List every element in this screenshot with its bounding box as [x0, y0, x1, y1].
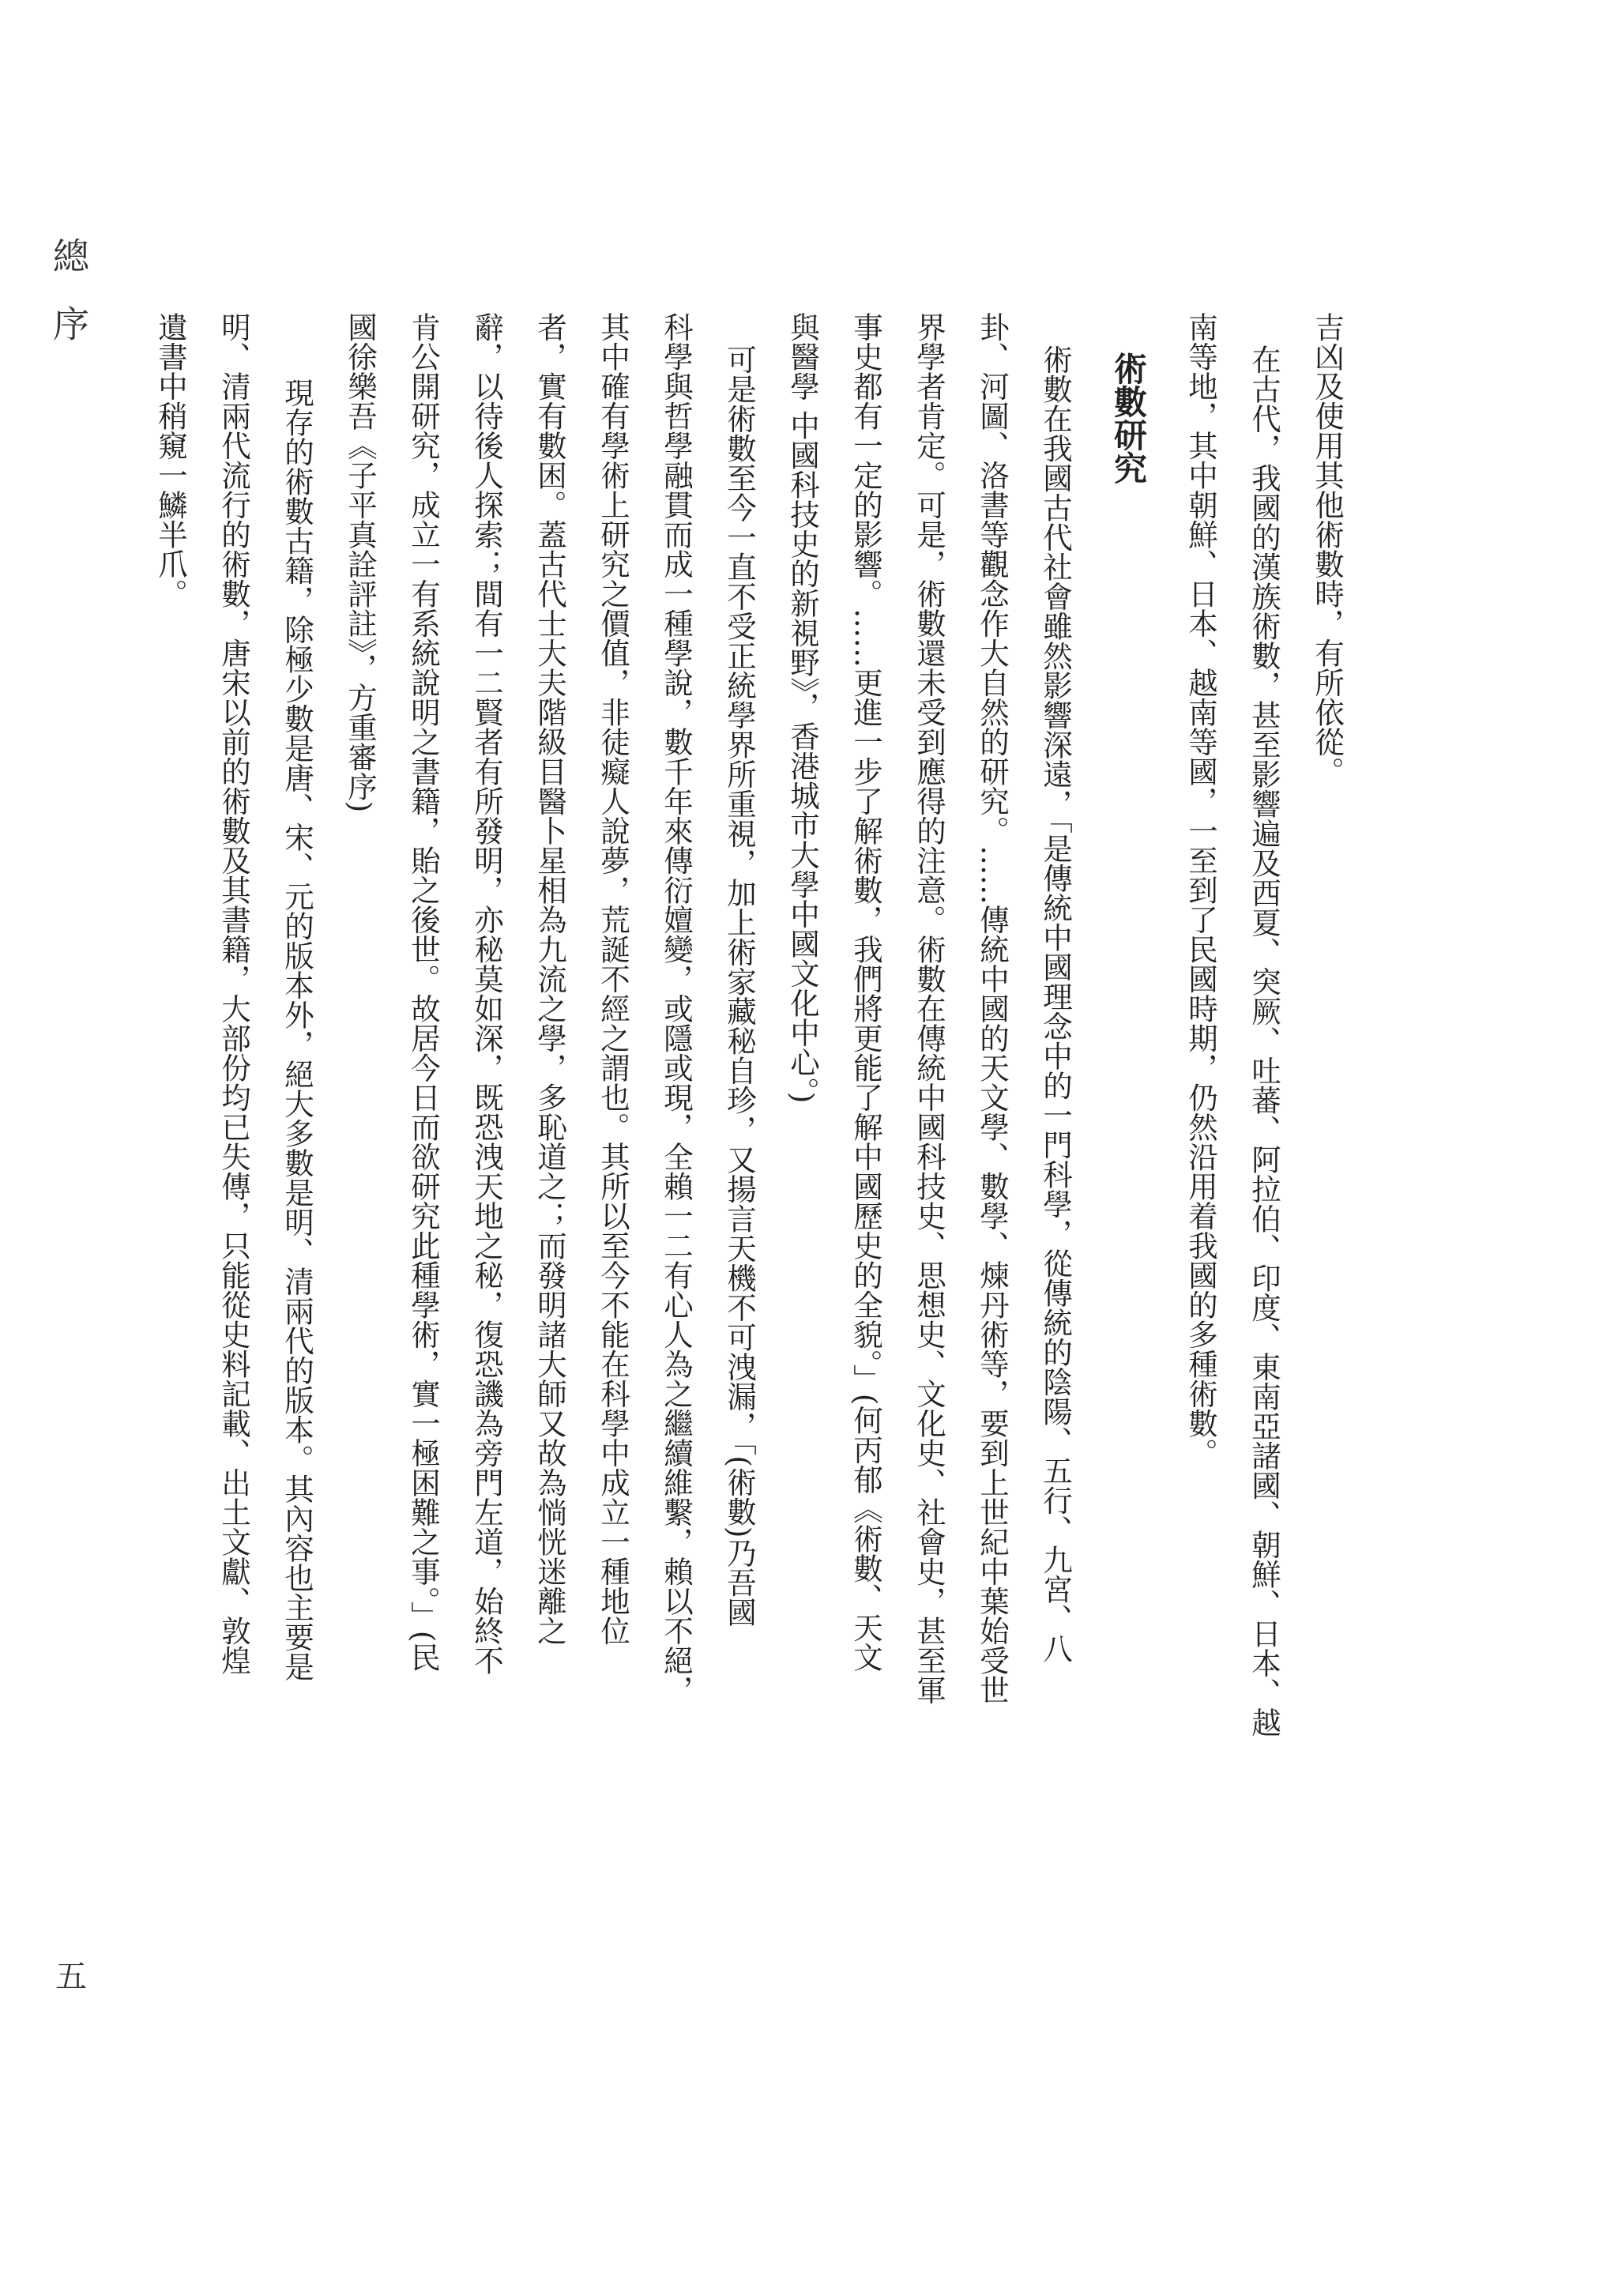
text-column: 辭，以待後人探索；間有一二賢者有所發明，亦秘莫如深，既恐洩天地之秘，復恐譏為旁門左道，始終不 — [469, 312, 504, 1675]
text-column: 其中確有學術上研究之價值，非徒癡人說夢，荒誕不經之謂也。其所以至今不能在科學中成立一種地位 — [596, 312, 630, 1646]
text-column: 南等地，其中朝鮮、日本、越南等國，一至到了民國時期，仍然沿用着我國的多種術數。 — [1183, 312, 1218, 1468]
text-column: 卦、河圖、洛書等觀念作大自然的研究。……傳統中國的天文學、數學、煉丹術等，要到上世紀中葉始受世 — [975, 312, 1010, 1705]
text-column: 可是術數至今一直不受正統學界所重視，加上術家藏秘自珍，又揚言天機不可洩漏，「(術數)乃吾國 — [722, 344, 757, 1628]
section-heading: 術數研究 — [1109, 352, 1148, 485]
text-column: 明、清兩代流行的術數，唐宋以前的術數及其書籍，大部份均已失傳，只能從史料記載、出土文獻、敦煌 — [216, 312, 251, 1675]
text-column: 術數在我國古代社會雖然影響深遠，「是傳統中國理念中的一門科學，從傳統的陰陽、五行、九宮、八 — [1038, 344, 1073, 1663]
page-number: 五 — [55, 1959, 87, 1995]
text-column: 現存的術數古籍，除極少數是唐、宋、元的版本外，絕大多數是明、清兩代的版本。其內容也主要是 — [280, 377, 314, 1681]
text-column: 在古代，我國的漢族術數，甚至影響遍及西夏、突厥、吐蕃、阿拉伯、印度、東南亞諸國、朝鮮、日本、越 — [1247, 344, 1281, 1737]
text-column: 者，實有數困。蓋古代士大夫階級目醫卜星相為九流之學，多恥道之；而發明諸大師又故為惝恍迷離之 — [532, 312, 567, 1646]
section-title: 總序 — [47, 237, 90, 373]
text-column: 國徐樂吾《子平真詮評註》，方重審序) — [343, 312, 378, 813]
text-column: 界學者肯定。可是，術數還未受到應得的注意。術數在傳統中國科技史、思想史、文化史、社會史，甚至軍 — [912, 312, 946, 1705]
text-column: 事史都有一定的影響。……更進一步了解術數，我們將更能了解中國歷史的全貌。」(何丙郁《術數、天文 — [849, 312, 883, 1672]
body-text — [153, 312, 1359, 2090]
text-column: 吉凶及使用其他術數時，有所依從。 — [1310, 312, 1345, 786]
text-column: 與醫學 中國科技史的新視野》，香港城市大學中國文化中心。) — [785, 312, 820, 1104]
text-column: 肯公開研究，成立一有系統說明之書籍，貽之後世。故居今日而欲研究此種學術，實一極困難之事。」(民 — [406, 312, 441, 1672]
text-column: 遺書中稍窺一鱗半爪。 — [153, 312, 188, 608]
text-column: 科學與哲學融貫而成一種學說，數千年來傳衍嬗變，或隱或現，全賴一二有心人為之繼續維繫，賴以不絕， — [659, 312, 694, 1705]
